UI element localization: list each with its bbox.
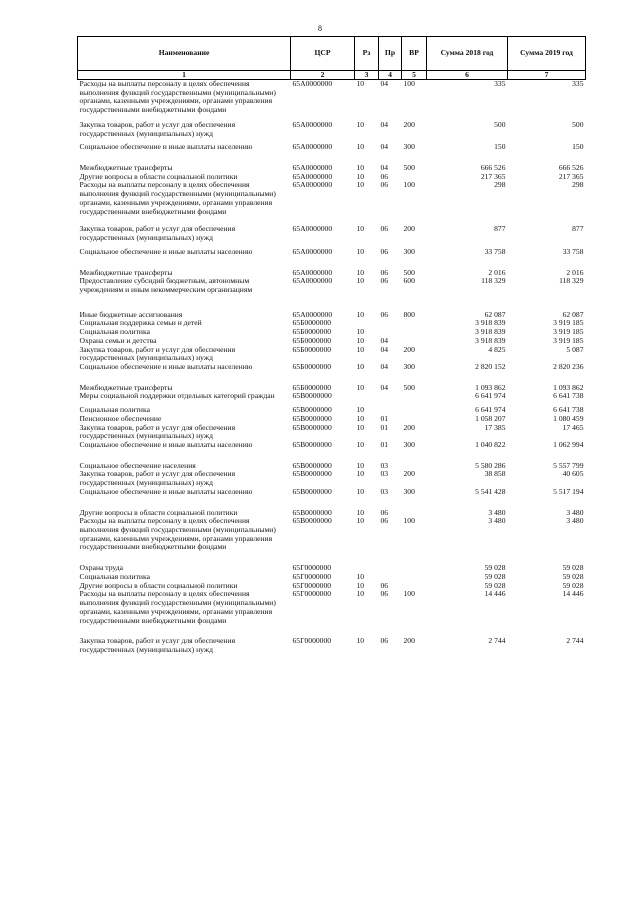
row-sum-2019: 3 480	[566, 516, 584, 526]
row-vr: 800	[403, 309, 415, 319]
row-vr: 100	[403, 79, 415, 88]
row-sum-2018: 59 028	[484, 571, 506, 581]
table-row	[78, 424, 586, 441]
row-name: Другие вопросы в области социальной политики	[79, 507, 238, 517]
row-name: Закупка товаров, работ и услуг для обеспечения государственных (муниципальных) нужд	[79, 422, 236, 441]
row-sum-2018: 118 329	[481, 276, 506, 286]
row-name: Расходы на выплаты персоналу в целях обеспечения выполнения функций государственными (муниципальными) органами, казенными учреждениями, органами управления государственными внебюджетными фондами	[79, 589, 276, 625]
row-rz: 10	[356, 382, 365, 392]
table-row	[78, 225, 586, 242]
row-name: Социальная политика	[79, 405, 150, 415]
row-sum-2018: 14 446	[484, 589, 506, 599]
row-rz: 10	[356, 486, 365, 496]
table-row	[78, 319, 586, 328]
row-sum-2018: 3 480	[488, 507, 506, 517]
row-sum-2019: 1 062 994	[553, 440, 584, 449]
col-header-name: Наименование	[78, 37, 291, 71]
table-row	[78, 363, 586, 372]
row-sum-2018: 666 526	[480, 163, 506, 173]
col-number: 4	[379, 71, 402, 80]
row-vr: 300	[403, 440, 415, 449]
row-rz: 10	[356, 142, 365, 152]
row-vr	[402, 573, 427, 582]
row-sum-2019: 335	[572, 79, 584, 88]
row-sum-2018: 500	[494, 119, 506, 129]
row-pr: 06	[380, 516, 389, 526]
row-rz: 10	[356, 507, 365, 517]
row-name: Социальное обеспечение и иные выплаты населению	[79, 486, 253, 496]
row-pr	[379, 564, 402, 573]
row-sum-2019: 3 919 185	[553, 335, 584, 345]
row-code: 65Б0000000	[292, 335, 332, 345]
row-sum-2018: 33 758	[484, 246, 506, 256]
row-pr: 04	[380, 344, 389, 354]
row-rz: 10	[356, 276, 365, 286]
row-rz: 10	[356, 246, 365, 256]
row-vr: 200	[403, 224, 415, 234]
row-name: Социальная поддержка семьи и детей	[79, 318, 202, 328]
row-spacer	[78, 372, 586, 384]
row-vr	[402, 406, 427, 415]
row-sum-2019: 1 080 459	[553, 413, 584, 423]
row-pr: 01	[380, 413, 389, 423]
row-pr: 04	[380, 382, 389, 392]
row-pr: 03	[380, 460, 389, 470]
row-code: 65В0000000	[292, 391, 332, 401]
row-sum-2018: 38 858	[484, 469, 506, 479]
row-name: Закупка товаров, работ и услуг для обеспечения государственных (муниципальных) нужд	[79, 344, 236, 363]
row-sum-2018: 3 918 839	[475, 335, 506, 345]
row-sum-2019: 14 446	[562, 589, 584, 599]
table-row	[78, 441, 586, 450]
row-vr: 200	[403, 119, 415, 129]
table-row	[78, 564, 586, 573]
row-name: Предоставление субсидий бюджетным, автономным учреждениям и иным некоммерческим организациям	[79, 276, 253, 294]
table-row	[78, 80, 586, 115]
row-name: Социальное обеспечение и иные выплаты населению	[79, 361, 253, 371]
row-code: 65Б0000000	[292, 318, 332, 328]
row-pr: 06	[380, 224, 389, 234]
row-vr	[402, 564, 427, 573]
row-code: 65Б0000000	[292, 382, 332, 392]
row-pr: 06	[380, 309, 389, 319]
row-rz: 10	[356, 267, 365, 277]
table-row	[78, 470, 586, 487]
row-name: Социальное обеспечение населения	[79, 460, 196, 470]
row-pr: 04	[380, 79, 389, 88]
row-rz: 10	[356, 163, 365, 173]
row-name: Межбюджетные трансферты	[79, 382, 173, 392]
col-number: 2	[291, 71, 355, 80]
row-sum-2019: 2 016	[566, 267, 584, 277]
col-number: 6	[427, 71, 508, 80]
col-header-sum2018: Сумма 2018 год	[427, 37, 508, 71]
col-header-code: ЦСР	[291, 37, 355, 71]
row-sum-2018: 59 028	[484, 580, 506, 590]
row-vr: 100	[403, 516, 415, 526]
table-row	[78, 488, 586, 497]
row-code: 65Г0000000	[292, 589, 332, 599]
row-vr: 500	[403, 382, 415, 392]
table-body	[78, 80, 586, 655]
row-sum-2018: 17 385	[484, 422, 506, 432]
row-rz: 10	[356, 361, 365, 371]
row-sum-2019: 40 605	[562, 469, 584, 479]
row-vr: 300	[403, 486, 415, 496]
row-code: 65А0000000	[292, 309, 333, 319]
row-sum-2018: 877	[494, 224, 506, 234]
row-code: 65В0000000	[292, 516, 332, 526]
row-sum-2019: 150	[572, 142, 584, 152]
row-vr: 200	[403, 344, 415, 354]
row-sum-2018: 2 744	[488, 636, 506, 646]
row-sum-2019: 3 480	[566, 507, 584, 517]
row-sum-2018: 6 641 974	[475, 405, 506, 415]
row-sum-2019: 877	[572, 224, 584, 234]
row-sum-2019: 1 093 862	[553, 382, 584, 392]
row-spacer	[78, 257, 586, 269]
row-pr: 06	[380, 276, 389, 286]
row-sum-2018: 1 058 207	[475, 413, 506, 423]
table-row	[78, 248, 586, 257]
row-pr: 04	[380, 119, 389, 129]
row-vr: 200	[403, 636, 415, 646]
row-sum-2018: 2 016	[488, 267, 506, 277]
row-sum-2019: 666 526	[558, 163, 584, 173]
row-name: Иные бюджетные ассигнования	[79, 309, 183, 319]
row-code: 65Г0000000	[292, 580, 332, 590]
row-sum-2019: 2 744	[566, 636, 584, 646]
row-rz: 10	[356, 589, 365, 599]
row-spacer	[78, 497, 586, 509]
row-name: Социальное обеспечение и иные выплаты населению	[79, 246, 253, 256]
row-code: 65А0000000	[292, 79, 333, 88]
row-rz: 10	[356, 422, 365, 432]
row-pr: 06	[380, 171, 389, 181]
row-sum-2019: 118 329	[559, 276, 584, 286]
table-header-row	[78, 37, 586, 71]
row-code: 65Г0000000	[292, 571, 332, 581]
row-sum-2019: 3 919 185	[553, 318, 584, 328]
row-name: Межбюджетные трансферты	[79, 267, 173, 277]
row-sum-2018: 62 087	[484, 309, 506, 319]
row-pr: 04	[380, 142, 389, 152]
row-code: 65Б0000000	[292, 361, 332, 371]
col-header-sum2019: Сумма 2019 год	[508, 37, 586, 71]
budget-table	[77, 36, 586, 655]
row-rz: 10	[356, 171, 365, 181]
row-name: Охрана труда	[79, 563, 123, 573]
row-code: 65Г0000000	[292, 563, 332, 573]
row-name: Расходы на выплаты персоналу в целях обеспечения выполнения функций государственными (муниципальными) органами, казенными учреждениями, органами управления государственными внебюджетными фондами	[79, 79, 276, 115]
row-rz: 10	[356, 180, 365, 190]
table-row	[78, 143, 586, 152]
row-name: Закупка товаров, работ и услуг для обеспечения государственных (муниципальных) нужд	[79, 469, 236, 488]
row-sum-2019: 2 820 236	[553, 361, 584, 371]
row-vr: 100	[403, 589, 415, 599]
row-rz	[355, 392, 379, 401]
row-vr: 300	[403, 142, 415, 152]
row-rz: 10	[356, 309, 365, 319]
row-vr: 500	[403, 163, 415, 173]
row-rz: 10	[356, 413, 365, 423]
row-sum-2019: 5 517 194	[553, 486, 584, 496]
row-code: 65А0000000	[292, 276, 333, 286]
row-vr	[402, 319, 427, 328]
row-code: 65А0000000	[292, 171, 333, 181]
row-sum-2019: 59 028	[562, 563, 584, 573]
row-pr: 06	[380, 636, 389, 646]
row-sum-2019: 3 919 185	[553, 327, 584, 337]
row-sum-2018: 4 825	[488, 344, 506, 354]
row-name: Расходы на выплаты персоналу в целях обеспечения выполнения функций государственными (муниципальными) органами, казенными учреждениями, органами управления государственными внебюджетными фондами	[79, 516, 276, 552]
row-code: 65А0000000	[292, 224, 333, 234]
row-sum-2018: 3 918 839	[475, 318, 506, 328]
row-pr: 06	[380, 580, 389, 590]
row-code: 65Б0000000	[292, 344, 332, 354]
row-code: 65Б0000000	[292, 327, 332, 337]
row-sum-2019: 217 365	[558, 171, 584, 181]
row-sum-2018: 3 918 839	[475, 327, 506, 337]
row-name: Меры социальной поддержки отдельных категорий граждан	[79, 391, 275, 401]
row-name: Социальное обеспечение и иные выплаты населению	[79, 440, 253, 449]
row-name: Социальная политика	[79, 571, 150, 581]
row-sum-2019: 6 641 738	[553, 391, 584, 401]
row-pr	[379, 319, 402, 328]
row-code: 65В0000000	[292, 405, 332, 415]
row-name: Социальное обеспечение и иные выплаты населению	[79, 142, 253, 152]
row-name: Пенсионное обеспечение	[79, 413, 162, 423]
row-rz: 10	[356, 440, 365, 449]
row-sum-2018: 2 820 152	[475, 361, 506, 371]
row-code: 65А0000000	[292, 267, 333, 277]
row-rz: 10	[356, 580, 365, 590]
row-sum-2019: 59 028	[562, 580, 584, 590]
row-rz: 10	[356, 327, 365, 337]
row-sum-2018: 5 580 286	[475, 460, 506, 470]
row-pr: 04	[380, 361, 389, 371]
page-number: 8	[318, 24, 322, 33]
row-code: 65В0000000	[292, 469, 332, 479]
col-number: 7	[508, 71, 586, 80]
table-row	[78, 590, 586, 625]
row-sum-2019: 298	[572, 180, 584, 190]
row-pr: 06	[380, 246, 389, 256]
row-sum-2018: 335	[494, 79, 506, 88]
row-sum-2018: 6 641 974	[475, 391, 506, 401]
table-row	[78, 121, 586, 138]
row-rz: 10	[356, 636, 365, 646]
row-code: 65В0000000	[292, 507, 332, 517]
row-pr: 06	[380, 589, 389, 599]
row-sum-2018: 1 093 862	[475, 382, 506, 392]
row-pr: 06	[380, 267, 389, 277]
row-name: Закупка товаров, работ и услуг для обеспечения государственных (муниципальных) нужд	[79, 224, 236, 243]
row-sum-2019: 5 087	[566, 344, 584, 354]
row-sum-2018: 150	[494, 142, 506, 152]
col-header-pr: Пр	[379, 37, 402, 71]
col-header-vr: ВР	[402, 37, 427, 71]
row-spacer	[78, 295, 586, 311]
row-vr	[402, 328, 427, 337]
row-pr: 03	[380, 469, 389, 479]
row-vr: 600	[403, 276, 415, 286]
row-rz: 10	[356, 79, 365, 88]
row-sum-2019: 59 028	[562, 571, 584, 581]
row-rz: 10	[356, 119, 365, 129]
row-pr: 01	[380, 422, 389, 432]
row-vr: 300	[403, 246, 415, 256]
row-name: Другие вопросы в области социальной политики	[79, 171, 238, 181]
row-vr: 300	[403, 361, 415, 371]
row-sum-2018: 217 365	[480, 171, 506, 181]
row-rz: 10	[356, 460, 365, 470]
row-rz: 10	[356, 335, 365, 345]
col-number: 5	[402, 71, 427, 80]
row-sum-2018: 5 541 428	[475, 486, 506, 496]
row-pr: 04	[380, 335, 389, 345]
row-name: Расходы на выплаты персоналу в целях обеспечения выполнения функций государственными (муниципальными) органами, казенными учреждениями, органами управления государственными внебюджетными фондами	[79, 180, 276, 216]
row-sum-2018: 298	[494, 180, 506, 190]
row-sum-2018: 3 480	[488, 516, 506, 526]
row-code: 65В0000000	[292, 440, 332, 449]
row-code: 65А0000000	[292, 180, 333, 190]
row-spacer	[78, 552, 586, 564]
row-rz: 10	[356, 516, 365, 526]
row-name: Закупка товаров, работ и услуг для обеспечения государственных (муниципальных) нужд	[79, 119, 236, 138]
row-pr: 06	[380, 507, 389, 517]
row-sum-2019: 17 465	[562, 422, 584, 432]
row-vr: 500	[403, 267, 415, 277]
row-name: Межбюджетные трансферты	[79, 163, 173, 173]
row-sum-2019: 500	[572, 119, 584, 129]
row-pr: 03	[380, 486, 389, 496]
row-sum-2018: 59 028	[484, 563, 506, 573]
table-row	[78, 517, 586, 552]
row-sum-2019: 5 557 799	[553, 460, 584, 470]
row-pr	[379, 392, 402, 401]
row-code: 65В0000000	[292, 413, 332, 423]
row-pr: 01	[380, 440, 389, 449]
table-row	[78, 181, 586, 216]
row-sum-2019: 62 087	[562, 309, 584, 319]
row-code: 65А0000000	[292, 246, 333, 256]
row-code: 65А0000000	[292, 119, 333, 129]
row-sum-2018: 1 040 822	[475, 440, 506, 449]
table-row	[78, 277, 586, 294]
row-vr: 200	[403, 469, 415, 479]
table-row	[78, 346, 586, 363]
row-rz: 10	[356, 344, 365, 354]
row-pr: 06	[380, 180, 389, 190]
row-rz: 10	[356, 469, 365, 479]
row-rz: 10	[356, 405, 365, 415]
col-number: 3	[355, 71, 379, 80]
table-row	[78, 637, 586, 654]
row-name: Другие вопросы в области социальной политики	[79, 580, 238, 590]
row-code: 65А0000000	[292, 142, 333, 152]
row-name: Закупка товаров, работ и услуг для обеспечения государственных (муниципальных) нужд	[79, 636, 236, 654]
table-row	[78, 392, 586, 401]
row-code: 65Г0000000	[292, 636, 332, 646]
col-number: 1	[78, 71, 291, 80]
col-header-rz: Рз	[355, 37, 379, 71]
row-code: 65В0000000	[292, 460, 332, 470]
row-vr: 200	[403, 422, 415, 432]
row-rz: 10	[356, 224, 365, 234]
row-spacer	[78, 450, 586, 462]
row-sum-2019: 33 758	[562, 246, 584, 256]
row-name: Охрана семьи и детства	[79, 335, 157, 345]
row-code: 65А0000000	[292, 163, 333, 173]
row-code: 65В0000000	[292, 422, 332, 432]
row-name: Социальная политика	[79, 327, 150, 337]
row-vr	[402, 392, 427, 401]
row-rz: 10	[356, 571, 365, 581]
row-vr: 100	[403, 180, 415, 190]
row-sum-2019: 6 641 738	[553, 405, 584, 415]
row-code: 65В0000000	[292, 486, 332, 496]
row-pr: 04	[380, 163, 389, 173]
